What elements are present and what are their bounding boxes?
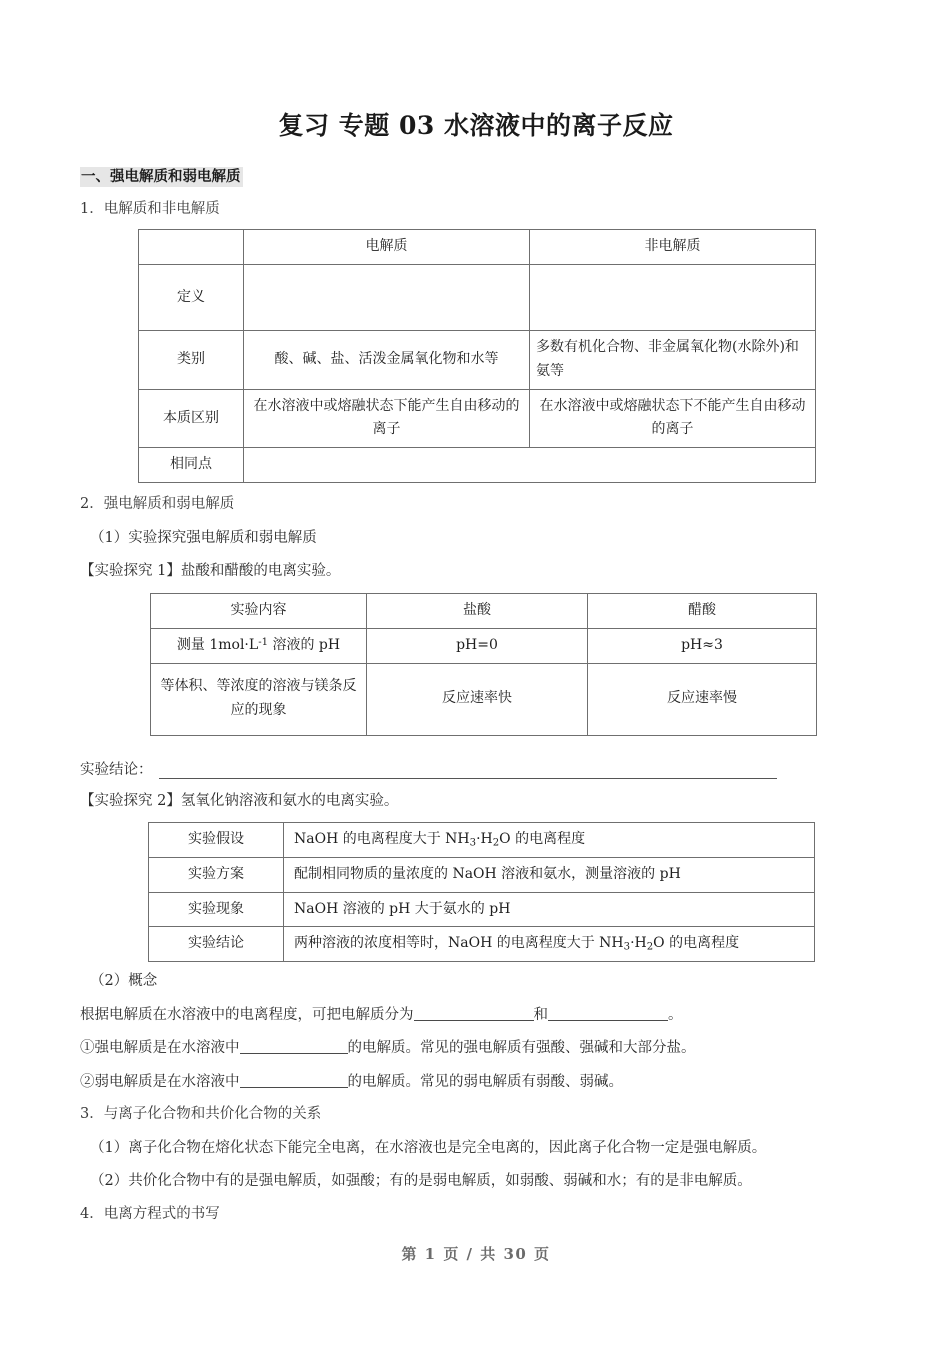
- table1-corner-cell: [139, 230, 244, 265]
- concept-definition-text-a: 根据电解质在水溶液中的电离程度，可把电解质分为: [80, 1006, 414, 1023]
- strong-electrolyte-blank[interactable]: [240, 1039, 348, 1054]
- table3-row-key-plan: 实验方案: [149, 857, 284, 892]
- table3-row-key-phenomenon: 实验现象: [149, 892, 284, 927]
- table-1-container: [80, 229, 872, 483]
- table3-cell-phenomenon: NaOH 溶液的 pH 大于氨水的 pH: [284, 892, 815, 927]
- table3-cell-conclusion: 两种溶液的浓度相等时，NaOH 的电离程度大于 $NH_3\cdot H_2O$ 的电离程度: [284, 927, 815, 962]
- concept-definition-text-b: 和: [533, 1006, 548, 1023]
- hcl-acetic-experiment-table: [150, 593, 817, 736]
- table1-row-key-definition: 定义: [139, 265, 244, 331]
- table3-row-key-conclusion: 实验结论: [149, 927, 284, 962]
- electrolyte-comparison-table: [138, 229, 816, 483]
- naoh-ammonia-experiment-table: [148, 822, 815, 962]
- page-title: 复习 专题 03 水溶液中的离子反应: [278, 111, 674, 140]
- table1-row-key-category: 类别: [139, 331, 244, 390]
- experiment-1-title: 【实验探究 1】盐酸和醋酸的电离实验。: [80, 563, 341, 580]
- table1-row-key-similarity: 相同点: [139, 448, 244, 483]
- section-heading-1-label: 一、强电解质和弱电解质: [81, 168, 241, 186]
- experiment-2-title: 【实验探究 2】氢氧化钠溶液和氨水的电离实验。: [80, 792, 399, 809]
- table1-cell-difference-electrolyte: 在水溶液中或熔融状态下能产生自由移动的离子: [244, 389, 530, 448]
- table1-cell-definition-nonelectrolyte[interactable]: [530, 265, 816, 331]
- table-row: [149, 857, 815, 892]
- table-row: [151, 663, 817, 735]
- table-row: [149, 892, 815, 927]
- strong-electrolyte-text-a: ①强电解质是在水溶液中: [80, 1040, 240, 1057]
- table2-cell-magnesium-reaction: 等体积、等浓度的溶液与镁条反应的现象: [151, 663, 367, 735]
- item-3-sub-2: （2）共价化合物中有的是强电解质，如强酸；有的是弱电解质，如弱酸、弱碱和水；有的是非电解质。: [90, 1173, 752, 1190]
- table1-cell-similarity-merged[interactable]: [244, 448, 816, 483]
- table3-row-key-hypothesis: 实验假设: [149, 823, 284, 858]
- table1-header-electrolyte: 电解质: [244, 230, 530, 265]
- experiment-1-conclusion-blank[interactable]: [159, 765, 777, 779]
- table2-header-acetic-acid: 醋酸: [588, 593, 817, 628]
- item-4-label: 4．电离方程式的书写: [80, 1205, 220, 1222]
- table2-cell-hcl-ph: pH=0: [367, 628, 588, 663]
- item-3-sub-1: （1）离子化合物在熔化状态下能完全电离，在水溶液也是完全电离的，因此离子化合物一定是强电解质。: [90, 1139, 767, 1156]
- table3-cell-hypothesis: NaOH 的电离程度大于 $NH_3\cdot H_2O$ 的电离程度: [284, 823, 815, 858]
- table-row: [149, 823, 815, 858]
- section-heading-1: [80, 167, 872, 187]
- table-2-container: [80, 593, 872, 736]
- table1-row-key-essential-difference: 本质区别: [139, 389, 244, 448]
- table1-header-nonelectrolyte: 非电解质: [530, 230, 816, 265]
- table1-cell-definition-electrolyte[interactable]: [244, 265, 530, 331]
- weak-electrolyte-line: [80, 1071, 872, 1093]
- table2-cell-acetic-rate: 反应速率慢: [588, 663, 817, 735]
- table1-cell-category-nonelectrolyte: 多数有机化合物、非金属氧化物(水除外)和氨等: [530, 331, 816, 390]
- item-3-label: 3．与离子化合物和共价化合物的关系: [80, 1106, 322, 1123]
- table3-cell-plan: 配制相同物质的量浓度的 NaOH 溶液和氨水，测量溶液的 pH: [284, 857, 815, 892]
- table2-header-content: 实验内容: [151, 593, 367, 628]
- table2-header-hydrochloric-acid: 盐酸: [367, 593, 588, 628]
- weak-electrolyte-text-a: ②弱电解质是在水溶液中: [80, 1073, 240, 1090]
- experiment-1-conclusion-label: 实验结论：: [80, 761, 153, 778]
- table-row: [139, 331, 816, 390]
- item-1-label: 1．电解质和非电解质: [80, 200, 220, 217]
- concept-blank-2[interactable]: [548, 1006, 668, 1021]
- concept-definition-line: [80, 1004, 872, 1026]
- table2-cell-acetic-ph: pH≈3: [588, 628, 817, 663]
- table-row: [139, 448, 816, 483]
- table-row: [151, 628, 817, 663]
- concept-definition-text-c: 。: [668, 1006, 683, 1023]
- strong-electrolyte-text-b: 的电解质。常见的强电解质有强酸、强碱和大部分盐。: [347, 1040, 696, 1057]
- experiment-1-conclusion-line: [80, 758, 872, 779]
- table-row-header: [139, 230, 816, 265]
- table-row: [149, 927, 815, 962]
- table1-cell-difference-nonelectrolyte: 在水溶液中或熔融状态下不能产生自由移动的离子: [530, 389, 816, 448]
- strong-electrolyte-line: [80, 1037, 872, 1059]
- table-row-header: [151, 593, 817, 628]
- concept-blank-1[interactable]: [414, 1006, 534, 1021]
- item-2-label: 2．强电解质和弱电解质: [80, 496, 235, 513]
- table1-cell-category-electrolyte: 酸、碱、盐、活泼金属氧化物和水等: [244, 331, 530, 390]
- table-3-container: [80, 822, 872, 962]
- table-row: [139, 265, 816, 331]
- item-2-sub-1: （1）实验探究强电解质和弱电解质: [90, 529, 317, 546]
- table2-cell-measure-ph: 测量 $1mol\cdot L^{-1}$ 溶液的 pH: [151, 628, 367, 663]
- weak-electrolyte-blank[interactable]: [240, 1073, 348, 1088]
- table-row: [139, 389, 816, 448]
- weak-electrolyte-text-b: 的电解质。常见的弱电解质有弱酸、弱碱。: [347, 1073, 623, 1090]
- item-2-sub-2: （2）概念: [90, 973, 158, 990]
- page-footer: 第 1 页 / 共 30 页: [401, 1245, 551, 1263]
- table2-cell-hcl-rate: 反应速率快: [367, 663, 588, 735]
